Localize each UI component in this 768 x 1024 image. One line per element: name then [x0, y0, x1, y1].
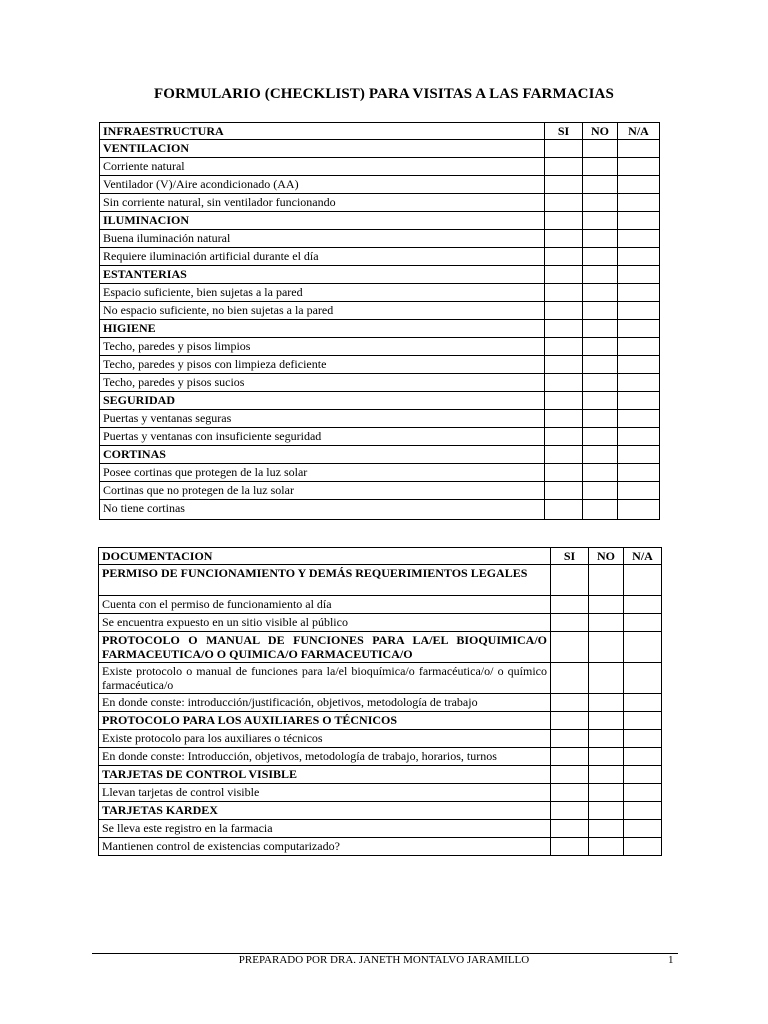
checkbox-si[interactable] — [545, 140, 583, 158]
item-label: Techo, paredes y pisos sucios — [100, 374, 545, 392]
checklist-row — [99, 748, 662, 766]
section-row — [99, 802, 662, 820]
checkbox-na[interactable] — [618, 464, 660, 482]
checkbox-na[interactable] — [624, 614, 662, 632]
checkbox-na[interactable] — [618, 212, 660, 230]
item-label: Cuenta con el permiso de funcionamiento al día — [99, 596, 551, 614]
checkbox-si[interactable] — [545, 248, 583, 266]
checkbox-na[interactable] — [618, 482, 660, 500]
checklist-row — [100, 338, 660, 356]
section-row — [99, 632, 662, 663]
checkbox-no[interactable] — [589, 766, 624, 784]
checkbox-si[interactable] — [551, 663, 589, 694]
checkbox-no[interactable] — [583, 320, 618, 338]
item-label: Ventilador (V)/Aire acondicionado (AA) — [100, 176, 545, 194]
checklist-row — [100, 356, 660, 374]
section-row — [100, 446, 660, 464]
table-header-row — [100, 123, 660, 140]
documentacion-table — [98, 547, 662, 856]
item-label: Requiere iluminación artificial durante el día — [100, 248, 545, 266]
checklist-row — [99, 820, 662, 838]
infraestructura-table — [99, 122, 660, 520]
checklist-row — [100, 302, 660, 320]
checklist-row — [100, 374, 660, 392]
checkbox-si[interactable] — [545, 446, 583, 464]
checklist-row — [100, 230, 660, 248]
checkbox-na[interactable] — [624, 632, 662, 663]
infraestructura-header: INFRAESTRUCTURA — [100, 123, 545, 140]
section-title: PROTOCOLO PARA LOS AUXILIARES O TÉCNICOS — [99, 712, 551, 730]
checkbox-na[interactable] — [624, 565, 662, 596]
checkbox-si[interactable] — [545, 482, 583, 500]
checkbox-na[interactable] — [618, 338, 660, 356]
checkbox-no[interactable] — [589, 632, 624, 663]
checkbox-na[interactable] — [624, 802, 662, 820]
checkbox-si[interactable] — [551, 766, 589, 784]
section-row — [99, 712, 662, 730]
checkbox-no[interactable] — [583, 158, 618, 176]
checkbox-si[interactable] — [551, 802, 589, 820]
item-label: Se encuentra expuesto en un sitio visible al público — [99, 614, 551, 632]
checkbox-no[interactable] — [583, 374, 618, 392]
checkbox-na[interactable] — [618, 158, 660, 176]
item-label: No espacio suficiente, no bien sujetas a la pared — [100, 302, 545, 320]
checkbox-si[interactable] — [545, 338, 583, 356]
item-label: Se lleva este registro en la farmacia — [99, 820, 551, 838]
checkbox-na[interactable] — [624, 712, 662, 730]
item-label: Mantienen control de existencias computarizado? — [99, 838, 551, 856]
checklist-row — [100, 482, 660, 500]
column-si: SI — [551, 548, 589, 565]
checkbox-si[interactable] — [545, 194, 583, 212]
item-label: Llevan tarjetas de control visible — [99, 784, 551, 802]
checklist-row — [99, 730, 662, 748]
item-label: Puertas y ventanas seguras — [100, 410, 545, 428]
checklist-row — [100, 176, 660, 194]
checkbox-si[interactable] — [545, 392, 583, 410]
checkbox-si[interactable] — [545, 302, 583, 320]
checkbox-na[interactable] — [618, 140, 660, 158]
checkbox-na[interactable] — [618, 248, 660, 266]
column-si: SI — [545, 123, 583, 140]
checkbox-si[interactable] — [545, 374, 583, 392]
checklist-row — [100, 194, 660, 212]
checkbox-na[interactable] — [618, 356, 660, 374]
checkbox-si[interactable] — [545, 428, 583, 446]
checkbox-no[interactable] — [583, 464, 618, 482]
checkbox-na[interactable] — [624, 730, 662, 748]
checkbox-na[interactable] — [618, 320, 660, 338]
checkbox-no[interactable] — [583, 446, 618, 464]
column-no: NO — [583, 123, 618, 140]
item-label: Existe protocolo para los auxiliares o técnicos — [99, 730, 551, 748]
checkbox-no[interactable] — [583, 410, 618, 428]
checkbox-na[interactable] — [618, 266, 660, 284]
checkbox-na[interactable] — [618, 374, 660, 392]
checkbox-si[interactable] — [545, 158, 583, 176]
checklist-row — [99, 663, 662, 694]
documentacion-header: DOCUMENTACION — [99, 548, 551, 565]
section-row — [100, 140, 660, 158]
checkbox-no[interactable] — [589, 802, 624, 820]
section-title: VENTILACION — [100, 140, 545, 158]
section-row — [100, 212, 660, 230]
checkbox-no[interactable] — [583, 266, 618, 284]
checkbox-no[interactable] — [589, 565, 624, 596]
checkbox-no[interactable] — [583, 338, 618, 356]
checkbox-na[interactable] — [618, 410, 660, 428]
checklist-row — [100, 410, 660, 428]
checklist-row — [99, 784, 662, 802]
checklist-row — [99, 838, 662, 856]
column-na: N/A — [624, 548, 662, 565]
checkbox-na[interactable] — [624, 784, 662, 802]
section-row — [100, 266, 660, 284]
checkbox-na[interactable] — [624, 838, 662, 856]
form-title: FORMULARIO (CHECKLIST) PARA VISITAS A LAS FARMACIAS — [154, 86, 614, 102]
checkbox-si[interactable] — [551, 614, 589, 632]
item-label: Puertas y ventanas con insuficiente seguridad — [100, 428, 545, 446]
item-label: Posee cortinas que protegen de la luz solar — [100, 464, 545, 482]
checkbox-no[interactable] — [583, 428, 618, 446]
item-label: Sin corriente natural, sin ventilador funcionando — [100, 194, 545, 212]
checkbox-no[interactable] — [583, 248, 618, 266]
item-label: Existe protocolo o manual de funciones para la/el bioquímica/o farmacéutica/o/ o químico farmacéutica/o — [99, 663, 551, 694]
checkbox-na[interactable] — [618, 284, 660, 302]
checkbox-si[interactable] — [545, 356, 583, 374]
checkbox-na[interactable] — [618, 392, 660, 410]
checkbox-na[interactable] — [618, 428, 660, 446]
checkbox-na[interactable] — [618, 194, 660, 212]
checkbox-no[interactable] — [583, 500, 618, 520]
checkbox-no[interactable] — [583, 284, 618, 302]
checkbox-no[interactable] — [583, 482, 618, 500]
section-title: SEGURIDAD — [100, 392, 545, 410]
checkbox-na[interactable] — [618, 500, 660, 520]
checkbox-si[interactable] — [551, 565, 589, 596]
checkbox-no[interactable] — [589, 748, 624, 766]
section-title: ESTANTERIAS — [100, 266, 545, 284]
checkbox-si[interactable] — [545, 266, 583, 284]
section-title: PROTOCOLO O MANUAL DE FUNCIONES PARA LA/EL BIOQUIMICA/O FARMACEUTICA/O O QUIMICA/O FARMACEUTICA/O — [99, 632, 551, 663]
item-label: Buena iluminación natural — [100, 230, 545, 248]
checkbox-no[interactable] — [583, 392, 618, 410]
checkbox-na[interactable] — [624, 663, 662, 694]
checkbox-na[interactable] — [618, 230, 660, 248]
checkbox-no[interactable] — [583, 302, 618, 320]
item-label: No tiene cortinas — [100, 500, 545, 520]
checkbox-si[interactable] — [551, 632, 589, 663]
checkbox-si[interactable] — [545, 464, 583, 482]
section-title: PERMISO DE FUNCIONAMIENTO Y DEMÁS REQUERIMIENTOS LEGALES — [99, 565, 551, 596]
checkbox-si[interactable] — [551, 596, 589, 614]
column-na: N/A — [618, 123, 660, 140]
checkbox-na[interactable] — [624, 694, 662, 712]
section-title: ILUMINACION — [100, 212, 545, 230]
section-row — [100, 392, 660, 410]
checkbox-si[interactable] — [545, 410, 583, 428]
checklist-row — [100, 464, 660, 482]
checkbox-na[interactable] — [618, 302, 660, 320]
checkbox-no[interactable] — [583, 212, 618, 230]
checkbox-no[interactable] — [589, 596, 624, 614]
checkbox-no[interactable] — [589, 663, 624, 694]
item-label: Cortinas que no protegen de la luz solar — [100, 482, 545, 500]
section-row — [99, 766, 662, 784]
item-label: Espacio suficiente, bien sujetas a la pared — [100, 284, 545, 302]
checkbox-no[interactable] — [589, 730, 624, 748]
section-title: TARJETAS KARDEX — [99, 802, 551, 820]
checkbox-si[interactable] — [551, 712, 589, 730]
checkbox-na[interactable] — [624, 766, 662, 784]
checkbox-no[interactable] — [589, 820, 624, 838]
checkbox-na[interactable] — [624, 748, 662, 766]
checkbox-si[interactable] — [545, 320, 583, 338]
checkbox-no[interactable] — [583, 230, 618, 248]
checkbox-na[interactable] — [624, 820, 662, 838]
checkbox-si[interactable] — [551, 784, 589, 802]
footer-credit: PREPARADO POR DRA. JANETH MONTALVO JARAMILLO — [238, 954, 530, 966]
item-label: En donde conste: introducción/justificación, objetivos, metodología de trabajo — [99, 694, 551, 712]
checkbox-no[interactable] — [589, 694, 624, 712]
checkbox-si[interactable] — [545, 176, 583, 194]
checkbox-na[interactable] — [624, 596, 662, 614]
item-label: Techo, paredes y pisos limpios — [100, 338, 545, 356]
checkbox-no[interactable] — [583, 176, 618, 194]
checkbox-si[interactable] — [551, 820, 589, 838]
checkbox-no[interactable] — [589, 838, 624, 856]
checkbox-si[interactable] — [551, 748, 589, 766]
checkbox-si[interactable] — [545, 230, 583, 248]
table-header-row — [99, 548, 662, 565]
checkbox-si[interactable] — [545, 500, 583, 520]
checklist-row — [100, 500, 660, 520]
checkbox-na[interactable] — [618, 176, 660, 194]
page-number: 1 — [668, 954, 674, 966]
checkbox-si[interactable] — [551, 694, 589, 712]
checkbox-si[interactable] — [551, 838, 589, 856]
checkbox-no[interactable] — [589, 784, 624, 802]
section-row — [99, 565, 662, 596]
checklist-row — [100, 158, 660, 176]
checklist-row — [100, 284, 660, 302]
checklist-row — [99, 694, 662, 712]
checkbox-si[interactable] — [545, 284, 583, 302]
section-title: CORTINAS — [100, 446, 545, 464]
checkbox-si[interactable] — [545, 212, 583, 230]
section-title: TARJETAS DE CONTROL VISIBLE — [99, 766, 551, 784]
item-label: Corriente natural — [100, 158, 545, 176]
checkbox-no[interactable] — [583, 356, 618, 374]
checkbox-no[interactable] — [583, 140, 618, 158]
section-title: HIGIENE — [100, 320, 545, 338]
checkbox-no[interactable] — [589, 712, 624, 730]
section-row — [100, 320, 660, 338]
checklist-row — [99, 596, 662, 614]
checklist-row — [99, 614, 662, 632]
checkbox-no[interactable] — [589, 614, 624, 632]
checklist-row — [100, 428, 660, 446]
item-label: En donde conste: Introducción, objetivos, metodología de trabajo, horarios, turnos — [99, 748, 551, 766]
checklist-row — [100, 248, 660, 266]
checkbox-na[interactable] — [618, 446, 660, 464]
item-label: Techo, paredes y pisos con limpieza deficiente — [100, 356, 545, 374]
column-no: NO — [589, 548, 624, 565]
checkbox-no[interactable] — [583, 194, 618, 212]
checkbox-si[interactable] — [551, 730, 589, 748]
